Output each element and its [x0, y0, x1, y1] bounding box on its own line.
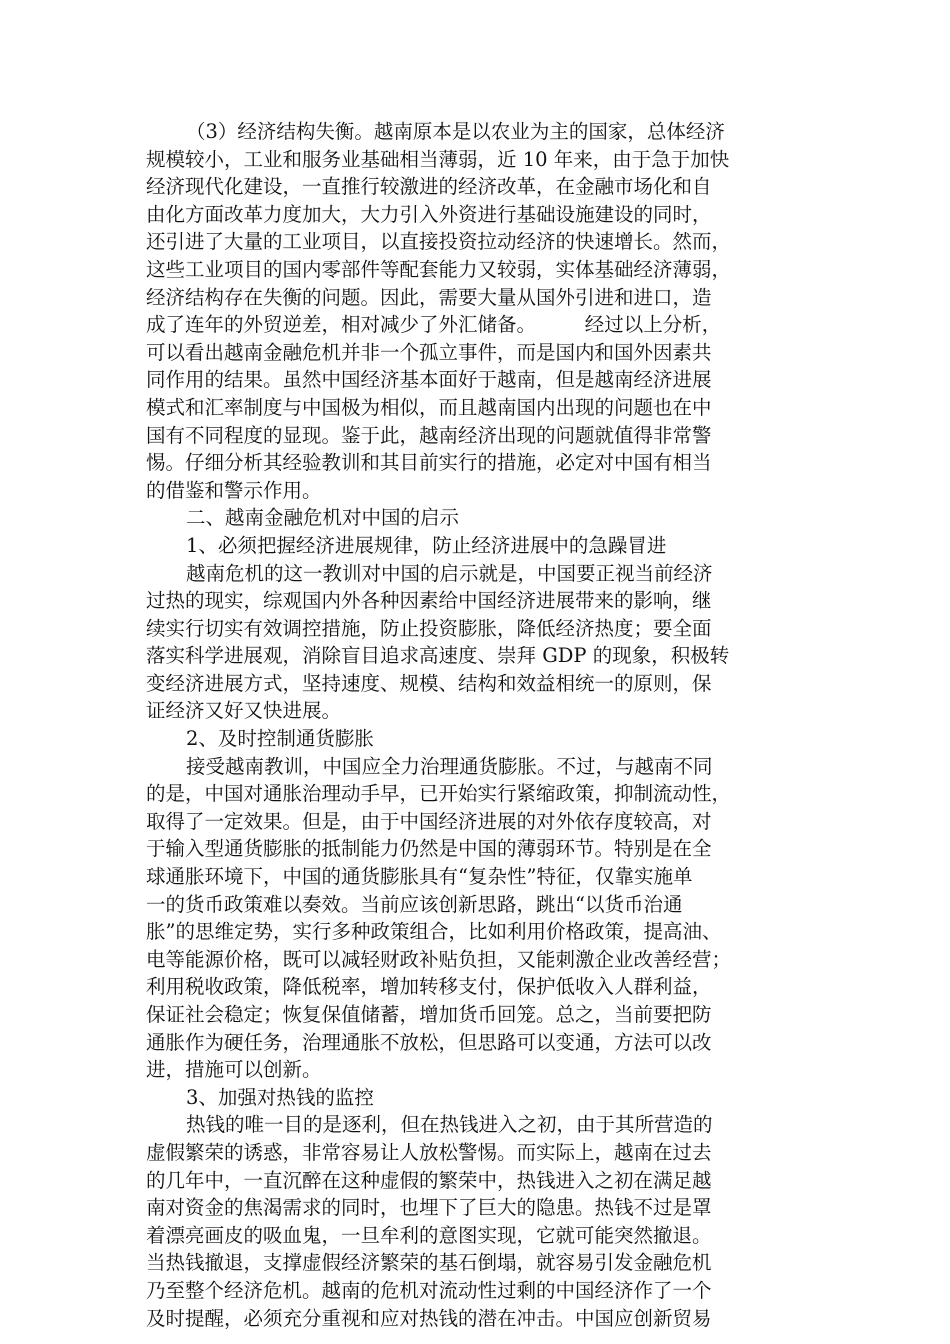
- text-line: 球通胀环境下，中国的通货膨胀具有“复杂性”特征，仅靠实施单: [146, 865, 693, 889]
- text-line: 国有不同程度的显现。鉴于此，越南经济出现的问题就值得非常警: [146, 423, 712, 447]
- text-line: 的是，中国对通胀治理动手早，已开始实行紧缩政策，抑制流动性，: [146, 782, 732, 806]
- text-line: 经济现代化建设，一直推行较激进的经济改革，在金融市场化和自: [146, 175, 712, 199]
- text-line: 热钱的唯一目的是逐利，但在热钱进入之初，由于其所营造的: [186, 1113, 713, 1137]
- text-line: 一的货币政策难以奏效。当前应该创新思路，跳出“以货币治通: [146, 892, 683, 916]
- text-line: 规模较小，工业和服务业基础相当薄弱，近 10 年来，由于急于加快: [146, 147, 730, 171]
- text-line: 变经济进展方式，坚持速度、规模、结构和效益相统一的原则，保: [146, 671, 712, 695]
- text-line: 胀”的思维定势，实行多种政策组合，比如利用价格政策，提高油、: [146, 920, 722, 944]
- text-line: 证经济又好又快进展。: [146, 699, 342, 723]
- text-line: （3）经济结构失衡。越南原本是以农业为主的国家，总体经济: [186, 120, 725, 143]
- text-line: 同作用的结果。虽然中国经济基本面好于越南，但是越南经济进展: [146, 368, 712, 392]
- text-line: 越南危机的这一教训对中国的启示就是，中国要正视当前经济: [186, 561, 713, 585]
- text-line: 通胀作为硬任务，治理通胀不放松，但思路可以变通，方法可以改: [146, 1030, 712, 1054]
- text-line: 二、越南金融危机对中国的启示: [186, 506, 460, 530]
- text-line: 模式和汇率制度与中国极为相似，而且越南国内出现的问题也在中: [146, 395, 712, 419]
- text-line: 电等能源价格，既可以减轻财政补贴负担，又能刺激企业改善经营；: [146, 947, 732, 971]
- text-line: 取得了一定效果。但是，由于中国经济进展的对外依存度较高，对: [146, 809, 712, 833]
- text-line: 成了连年的外贸逆差，相对减少了外汇储备。 经过以上分析，: [146, 313, 722, 337]
- text-line: 的几年中，一直沉醉在这种虚假的繁荣中，热钱进入之初在满足越: [146, 1168, 712, 1192]
- text-line: 南对资金的焦渴需求的同时，也埋下了巨大的隐患。热钱不过是罩: [146, 1196, 712, 1220]
- text-line: 保证社会稳定；恢复保值储蓄，增加货币回笼。总之，当前要把防: [146, 1003, 712, 1026]
- document-body: [146, 118, 806, 1332]
- text-line: 可以看出越南金融危机并非一个孤立事件，而是国内和国外因素共: [146, 340, 712, 364]
- text-line: 乃至整个经济危机。越南的危机对流动性过剩的中国经济作了一个: [146, 1278, 712, 1302]
- text-line: 及时提醒，必须充分重视和应对热钱的潜在冲击。中国应创新贸易: [146, 1306, 712, 1330]
- text-line: 虚假繁荣的诱惑，非常容易让人放松警惕。而实际上，越南在过去: [146, 1140, 712, 1164]
- text-line: 2、及时控制通货膨胀: [186, 727, 374, 751]
- text-line: 续实行切实有效调控措施，防止投资膨胀，降低经济热度；要全面: [146, 616, 712, 640]
- text-line: 3、加强对热钱的监控: [186, 1085, 374, 1109]
- text-line: 过热的现实，综观国内外各种因素给中国经济进展带来的影响，继: [146, 589, 712, 613]
- text-line: 这些工业项目的国内零部件等配套能力又较弱，实体基础经济薄弱，: [146, 257, 732, 281]
- text-line: 当热钱撤退，支撑虚假经济繁荣的基石倒塌，就容易引发金融危机: [146, 1251, 712, 1275]
- text-line: 落实科学进展观，消除盲目追求高速度、崇拜 GDP 的现象，积极转: [146, 644, 730, 668]
- text-line: 的借鉴和警示作用。: [146, 478, 322, 502]
- text-line: 于输入型通货膨胀的抵制能力仍然是中国的薄弱环节。特别是在全: [146, 837, 712, 861]
- text-line: 惕。仔细分析其经验教训和其目前实行的措施，必定对中国有相当: [146, 451, 712, 475]
- text-line: 进，措施可以创新。: [146, 1058, 322, 1082]
- text-line: 经济结构存在失衡的问题。因此，需要大量从国外引进和进口，造: [146, 285, 712, 309]
- text-line: 利用税收政策，降低税率，增加转移支付，保护低收入人群利益，: [146, 975, 712, 999]
- text-line: 着漂亮画皮的吸血鬼，一旦牟利的意图实现，它就可能突然撤退。: [146, 1223, 712, 1247]
- text-line: 1、必须把握经济进展规律，防止经济进展中的急躁冒进: [186, 533, 667, 557]
- text-line: 接受越南教训，中国应全力治理通货膨胀。不过，与越南不同: [186, 754, 713, 778]
- text-line: 由化方面改革力度加大，大力引入外资进行基础设施建设的同时，: [146, 202, 712, 226]
- text-line: 还引进了大量的工业项目，以直接投资拉动经济的快速增长。然而，: [146, 230, 732, 254]
